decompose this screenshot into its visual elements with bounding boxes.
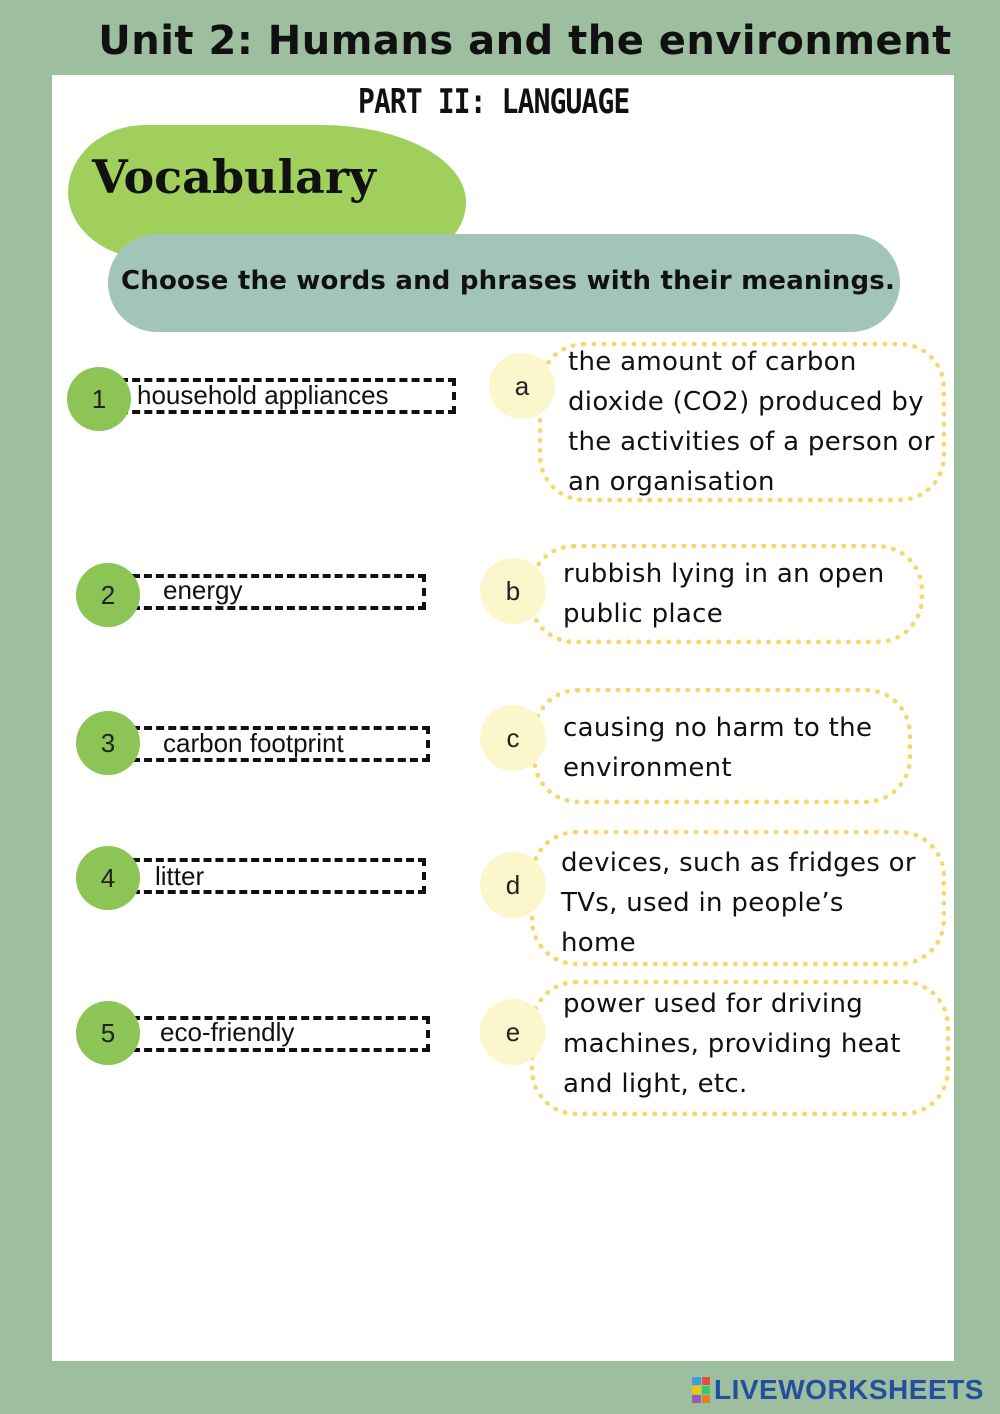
definition-line: rubbish lying in an open — [563, 559, 885, 589]
definition-line: an organisation — [568, 467, 775, 497]
definition-line: dioxide (CO2) produced by — [568, 387, 924, 417]
term-number: 2 — [76, 563, 140, 627]
liveworksheets-logo-icon — [692, 1377, 710, 1403]
term-number: 3 — [76, 711, 140, 775]
definition-line: home — [561, 928, 636, 958]
definition-line: causing no harm to the — [563, 713, 873, 743]
definition-text — [563, 984, 901, 1104]
definition-letter: b — [480, 558, 546, 624]
definition-line: the amount of carbon — [568, 347, 857, 377]
term-text: litter — [155, 861, 205, 891]
definition-line: and light, etc. — [563, 1069, 748, 1099]
footer-brand: LIVEWORKSHEETS — [714, 1374, 984, 1405]
unit-title: Unit 2: Humans and the environment — [98, 18, 952, 64]
part-title: PART II: LANGUAGE — [358, 82, 630, 122]
definition-line: TVs, used in people’s — [561, 888, 844, 918]
definition-line: devices, such as fridges or — [561, 848, 916, 878]
term-number: 1 — [67, 367, 131, 431]
definition-text — [568, 342, 935, 502]
definition-letter: d — [480, 852, 546, 918]
definition-letter: c — [480, 705, 546, 771]
definition-text — [563, 554, 885, 634]
instruction-text: Choose the words and phrases with their meanings. — [121, 266, 896, 296]
definition-line: the activities of a person or — [568, 427, 935, 457]
definition-text — [563, 708, 872, 788]
term-text: eco-friendly — [160, 1017, 295, 1047]
definition-text — [561, 843, 916, 963]
liveworksheets-logo — [692, 1374, 984, 1406]
definition-line: public place — [563, 599, 724, 629]
term-text: energy — [163, 575, 243, 605]
definition-letter: e — [480, 999, 546, 1065]
term-number: 5 — [76, 1001, 140, 1065]
definition-line: machines, providing heat — [563, 1029, 901, 1059]
term-number: 4 — [76, 846, 140, 910]
term-text: carbon footprint — [163, 728, 344, 758]
definition-line: environment — [563, 753, 732, 783]
definition-letter: a — [489, 353, 555, 419]
definition-line: power used for driving — [563, 989, 864, 1019]
term-text: household appliances — [137, 380, 389, 410]
vocabulary-title: Vocabulary — [92, 150, 376, 204]
